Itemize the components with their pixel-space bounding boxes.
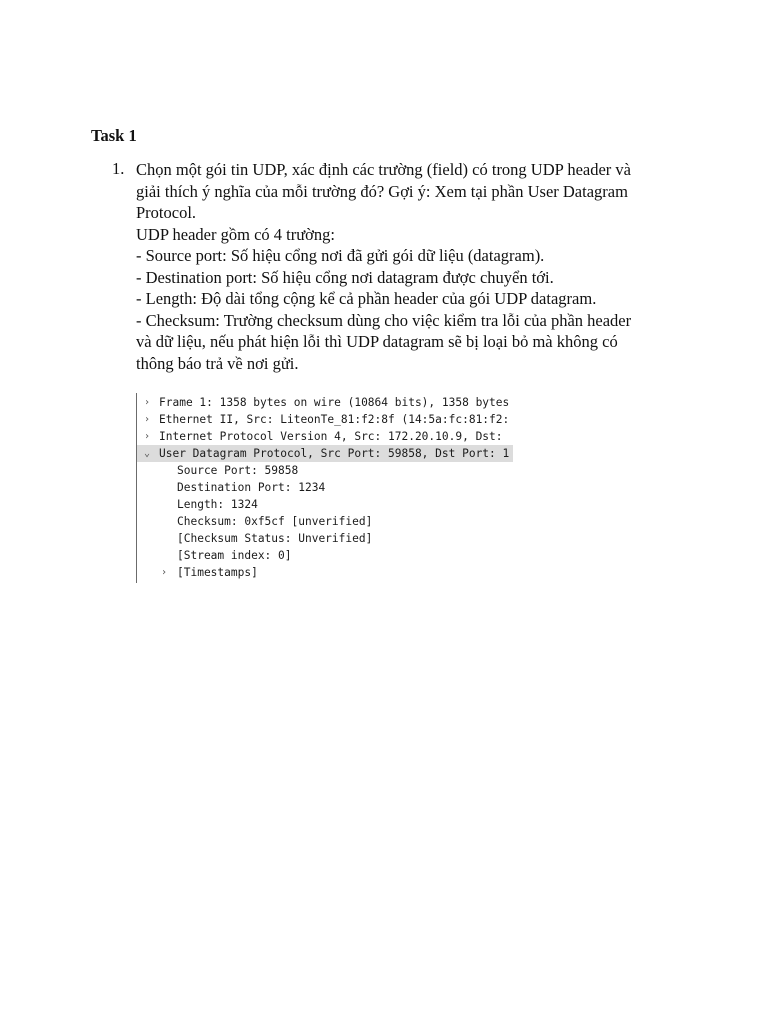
chevron-right-icon: › <box>144 431 151 442</box>
tree-row-frame <box>137 394 513 411</box>
tree-row-text: User Datagram Protocol, Src Port: 59858, Dst Port: 1 <box>159 447 510 460</box>
answer-checksum-line-cont: thông báo trả về nơi gửi. <box>136 353 299 373</box>
tree-row-text: [Stream index: 0] <box>177 549 292 562</box>
tree-row-text: [Checksum Status: Unverified] <box>177 532 373 545</box>
tree-row-text: Source Port: 59858 <box>177 464 299 477</box>
wireshark-packet-details-screenshot <box>136 393 513 583</box>
tree-row-text: Destination Port: 1234 <box>177 481 326 494</box>
tree-row-text: Frame 1: 1358 bytes on wire (10864 bits), 1358 bytes <box>159 396 510 409</box>
question-answer-text <box>136 159 681 374</box>
question-line: Chọn một gói tin UDP, xác định các trường (field) có trong UDP header và <box>136 160 631 179</box>
question-number: 1. <box>112 159 125 178</box>
tree-row-timestamps <box>137 564 513 581</box>
tree-row-length <box>137 496 513 513</box>
tree-row-text: [Timestamps] <box>177 566 258 579</box>
chevron-down-icon: ⌄ <box>144 448 151 459</box>
answer-checksum-line: - Checksum: Trường checksum dùng cho việc kiểm tra lỗi của phần header <box>136 310 632 330</box>
question-line: Protocol. <box>136 203 197 222</box>
chevron-right-icon: › <box>161 567 168 578</box>
tree-row-text: Length: 1324 <box>177 498 258 511</box>
tree-row-stream-index <box>137 547 513 564</box>
tree-row-source-port <box>137 462 513 479</box>
answer-source-port-line: - Source port: Số hiệu cổng nơi đã gửi gói dữ liệu (datagram). <box>136 246 545 265</box>
tree-row-checksum-status <box>137 530 513 547</box>
answer-checksum-line-cont: và dữ liệu, nếu phát hiện lỗi thì UDP datagram sẽ bị loại bỏ mà không có <box>136 332 618 351</box>
tree-row-text: Checksum: 0xf5cf [unverified] <box>177 515 373 528</box>
question-line: giải thích ý nghĩa của mỗi trường đó? Gợi ý: Xem tại phần User Datagram <box>136 181 628 201</box>
answer-intro-line: UDP header gồm có 4 trường: <box>136 224 335 244</box>
tree-row-ipv4 <box>137 428 513 445</box>
chevron-right-icon: › <box>144 414 151 425</box>
tree-row-destination-port <box>137 479 513 496</box>
task-title: Task 1 <box>91 126 137 145</box>
answer-destination-port-line: - Destination port: Số hiệu cổng nơi datagram được chuyển tới. <box>136 267 554 287</box>
tree-row-text: Internet Protocol Version 4, Src: 172.20.10.9, Dst: <box>159 430 503 443</box>
tree-row-ethernet <box>137 411 513 428</box>
tree-row-udp-selected <box>137 445 513 462</box>
answer-length-line: - Length: Độ dài tổng cộng kể cả phần header của gói UDP datagram. <box>136 289 597 308</box>
chevron-right-icon: › <box>144 397 151 408</box>
tree-row-text: Ethernet II, Src: LiteonTe_81:f2:8f (14:5a:fc:81:f2: <box>159 413 510 426</box>
tree-row-checksum <box>137 513 513 530</box>
